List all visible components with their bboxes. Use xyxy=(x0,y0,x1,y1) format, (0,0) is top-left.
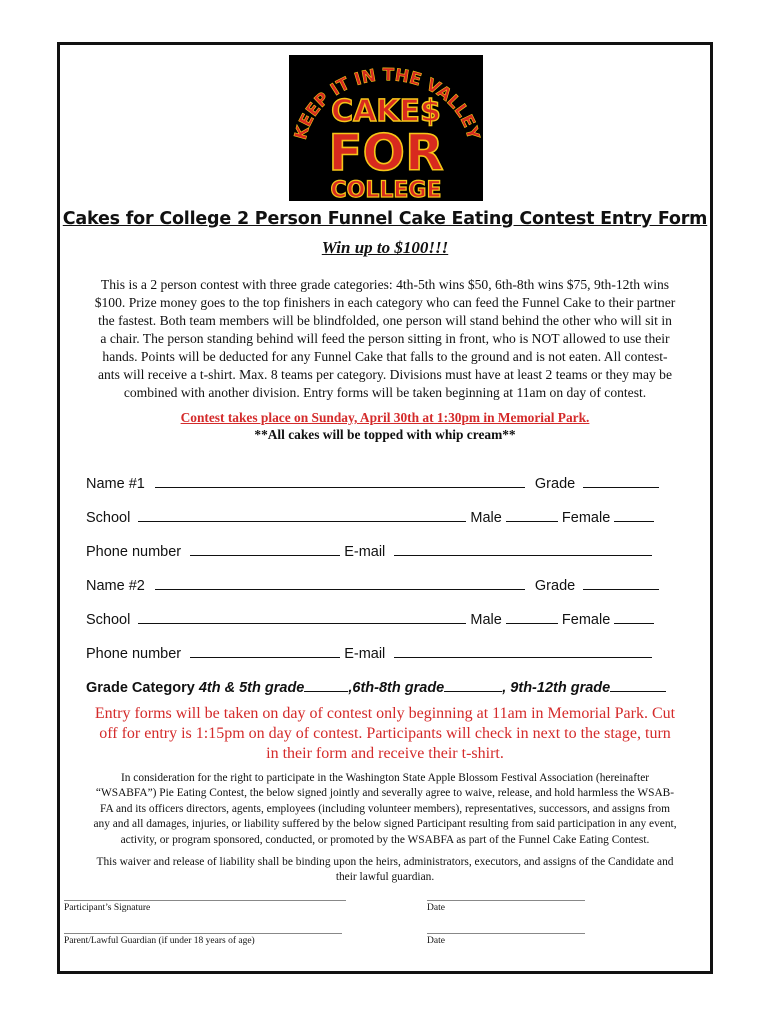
waiver2-line: This waiver and release of liability shall be binding upon the heirs, administrators, executors, and assigns of the Candidate and xyxy=(96,856,674,868)
email2-label: E-mail xyxy=(344,646,386,662)
description-line: a chair. The person standing behind will feed the person sitting in front, who is NOT allowed to use their xyxy=(100,331,670,346)
grade-option-6-8: ,6th-8th grade xyxy=(348,680,445,696)
grade2-field[interactable] xyxy=(583,575,659,590)
phone1-field[interactable] xyxy=(190,541,340,556)
entry-deadline-note xyxy=(60,704,710,764)
school2-field[interactable] xyxy=(138,609,466,624)
phone1-row xyxy=(86,541,656,560)
participant-signature-block[interactable] xyxy=(64,900,346,913)
male1-field[interactable] xyxy=(506,507,558,522)
grade-option-9-12-field[interactable] xyxy=(610,677,666,692)
cakes-for-college-logo xyxy=(289,55,483,201)
form-subtitle: Win up to $100!!! xyxy=(321,238,449,257)
entry-note-line: off for entry is 1:15pm on day of contest. Participants will check in next to the stage, turn xyxy=(99,725,671,742)
participant-date-line xyxy=(427,900,585,901)
waiver-line: “WSABFA”) Pie Eating Contest, the below signed jointly and severally agree to waive, release, and hold harmless the WSAB- xyxy=(95,787,675,800)
waiver-line: any and all damages, injuries, or liability suffered by the below signed Participant resulting from said participation in any event, xyxy=(93,818,677,831)
description-line: ants will receive a t-shirt. Max. 8 teams per category. Divisions must have at least 2 teams or they may be xyxy=(97,367,673,382)
description-line: This is a 2 person contest with three grade categories: 4th-5th wins $50, 6th-8th wins $75, 9th-12th wins xyxy=(100,277,670,292)
participant-signature-label: Participant’s Signature xyxy=(64,903,151,913)
guardian-signature-label: Parent/Lawful Guardian (if under 18 years of age) xyxy=(64,936,255,946)
name1-row xyxy=(86,473,656,492)
grade1-label: Grade xyxy=(534,476,576,492)
phone2-label: Phone number xyxy=(86,646,182,662)
email2-field[interactable] xyxy=(394,643,652,658)
description-line: $100. Prize money goes to the top finishers in each category who can feed the Funnel Cake to their partner xyxy=(94,295,676,310)
school2-label: School xyxy=(86,612,131,628)
phone2-field[interactable] xyxy=(190,643,340,658)
grade-option-6-8-field[interactable] xyxy=(444,677,502,692)
description-line: combined with another division. Entry forms will be taken beginning at 11am on day of contest. xyxy=(123,385,647,400)
contest-date-notice: Contest takes place on Sunday, April 30th at 1:30pm in Memorial Park. xyxy=(180,410,590,425)
entry-note-line: in their form and receive their t-shirt. xyxy=(266,745,504,762)
male2-field[interactable] xyxy=(506,609,558,624)
participant-date-block[interactable] xyxy=(427,900,585,913)
school1-row xyxy=(86,507,656,526)
entry-note-line: Entry forms will be taken on day of contest only beginning at 11am in Memorial Park. Cut xyxy=(94,705,676,722)
logo-arc-text: KEEP IT IN THE VALLEY xyxy=(290,65,483,142)
guardian-signature-block[interactable] xyxy=(64,933,342,946)
whip-cream-note: **All cakes will be topped with whip cream** xyxy=(254,427,516,442)
school1-field[interactable] xyxy=(138,507,466,522)
participant-date-label: Date xyxy=(427,903,445,913)
waiver-line: FA and its officers directors, agents, employees (including volunteer members), representatives, successors, and assigns from xyxy=(100,802,670,815)
name2-field[interactable] xyxy=(155,575,525,590)
waiver-binding-clause xyxy=(60,855,710,886)
email1-label: E-mail xyxy=(344,544,386,560)
school1-label: School xyxy=(86,510,131,526)
guardian-date-line xyxy=(427,933,585,934)
male2-label: Male xyxy=(470,612,502,628)
guardian-date-block[interactable] xyxy=(427,933,585,946)
grade-category-label: Grade Category xyxy=(86,680,195,696)
grade-option-4-5: 4th & 5th grade xyxy=(198,680,305,696)
guardian-signature-line xyxy=(64,933,342,934)
grade-category-row xyxy=(86,677,666,696)
name2-label: Name #2 xyxy=(86,578,145,594)
form-title: Cakes for College 2 Person Funnel Cake Eating Contest Entry Form xyxy=(62,209,708,229)
logo-word-for: FOR xyxy=(328,124,444,182)
male1-label: Male xyxy=(470,510,502,526)
waiver-line: In consideration for the right to participate in the Washington State Apple Blossom Festival Association (hereinafter xyxy=(120,772,650,784)
female1-label: Female xyxy=(561,510,611,526)
female2-label: Female xyxy=(561,612,611,628)
grade-option-9-12: , 9th-12th grade xyxy=(502,680,611,696)
logo-word-cakes: CAKE$ xyxy=(331,94,441,129)
grade2-label: Grade xyxy=(534,578,576,594)
waiver-line: activity, or program sponsored, conducted, or promoted by the WSABFA as part of the Funnel Cake Eating Contest. xyxy=(120,833,650,846)
email1-field[interactable] xyxy=(394,541,652,556)
participant-signature-line xyxy=(64,900,346,901)
female2-field[interactable] xyxy=(614,609,654,624)
name1-label: Name #1 xyxy=(86,476,145,492)
phone1-label: Phone number xyxy=(86,544,182,560)
logo-word-college: COLLEGE xyxy=(330,178,442,201)
description-line: hands. Points will be deducted for any Funnel Cake that falls to the ground and is not eaten. All contest- xyxy=(102,349,668,364)
female1-field[interactable] xyxy=(614,507,654,522)
waiver2-line: their lawful guardian. xyxy=(335,871,435,884)
name1-field[interactable] xyxy=(155,473,525,488)
liability-waiver xyxy=(60,771,710,848)
grade-option-4-5-field[interactable] xyxy=(304,677,348,692)
grade1-field[interactable] xyxy=(583,473,659,488)
phone2-row xyxy=(86,643,656,662)
contest-description xyxy=(60,276,710,402)
description-line: the fastest. Both team members will be blindfolded, one person will stand behind the other who will sit in xyxy=(98,313,672,328)
name2-row xyxy=(86,575,656,594)
school2-row xyxy=(86,609,656,628)
guardian-date-label: Date xyxy=(427,936,445,946)
